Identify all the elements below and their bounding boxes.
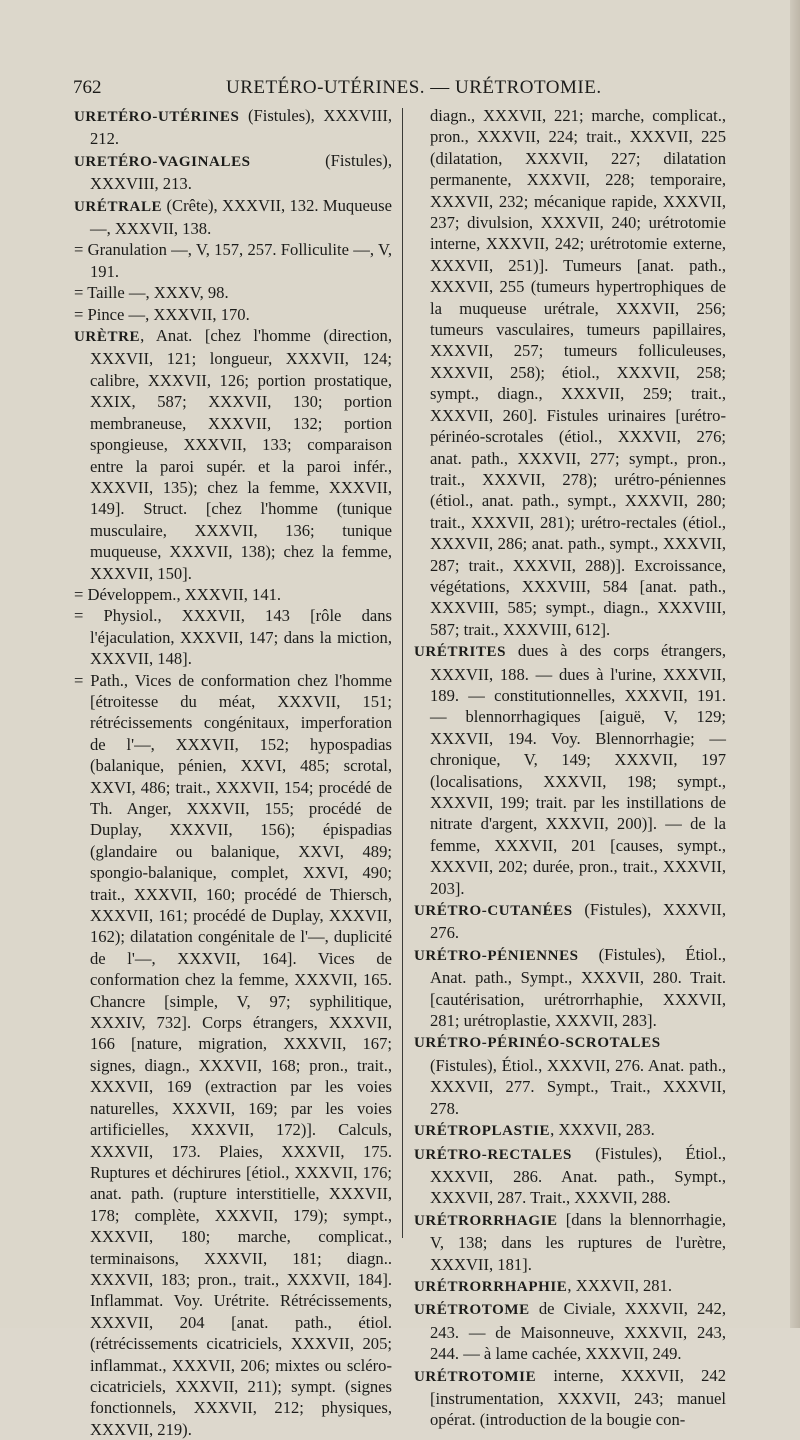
entry-text: (Fistules), Étiol., XXXVII, 286. Anat. path., Sympt., XXXVII, 287. Trait., XXXVII, 288. bbox=[430, 1143, 726, 1208]
index-subentry bbox=[74, 605, 392, 669]
index-subentry bbox=[74, 304, 392, 325]
index-entry bbox=[414, 1275, 726, 1298]
index-entry bbox=[414, 1031, 726, 1119]
entry-text: , XXXVII, 283. bbox=[550, 1120, 655, 1140]
entry-text: , Anat. [chez l'homme (direction, XXXVII, 121; longueur, XXXVII, 124; calibre, XXXVII, 126; portion prostatique, XXIX, 587; XXXVII, 130; portion membraneuse, XXXVII, 132; portion spongieuse, XXXVII, 133; comparaison entre la paroi supér. et la paroi infér., XXXVII, 135); chez la femme, XXXVII, 149]. Struct. [chez l'homme (tunique musculaire, XXXVII, 136; tunique muqueuse, XXXVII, 138); chez la femme, XXXVII, 150]. bbox=[90, 326, 392, 583]
index-subentry bbox=[74, 282, 392, 303]
entry-text: (Fistules), XXXVIII, 212. bbox=[90, 106, 392, 149]
entry-headword: URÉTROTOMIE bbox=[414, 1368, 537, 1385]
right-column bbox=[414, 105, 726, 1431]
entry-headword: URÉTROTOME bbox=[414, 1302, 530, 1319]
entry-headword: URÉTRORRHAGIE bbox=[414, 1212, 558, 1229]
entry-text: (Crête), XXXVII, 132. Muqueuse —, XXXVII, 138. bbox=[90, 195, 392, 239]
entry-text: de Civiale, XXXVII, 242, 243. — de Maisonneuve, XXXVII, 243, 244. — à lame cachée, XXXVII, 249. bbox=[430, 1299, 726, 1364]
entry-headword: URÉTRO-RECTALES bbox=[414, 1146, 572, 1163]
entry-text: (Fistules), Étiol., XXXVII, 276. Anat. path., XXXVII, 277. Sympt., Trait., XXXVII, 278. bbox=[430, 1055, 726, 1118]
entry-headword: URÉTRORRHAPHIE bbox=[414, 1278, 568, 1295]
running-head: URETÉRO-UTÉRINES. — URÉTROTOMIE. bbox=[226, 77, 602, 98]
index-entry-continuation bbox=[414, 105, 726, 640]
index-entry bbox=[74, 325, 392, 584]
entry-text: = Physiol., XXXVII, 143 [rôle dans l'éjaculation, XXXVII, 147; dans la miction, XXXVII, 148]. bbox=[74, 606, 392, 669]
entry-headword: URÉTROPLASTIE bbox=[414, 1123, 551, 1140]
entry-text: [dans la blennorrhagie, V, 138; dans les ruptures de l'urètre, XXXVII, 181]. bbox=[430, 1209, 726, 1274]
page-edge-shadow bbox=[790, 0, 800, 1328]
entry-headword: URÉTRO-PÉNIENNES bbox=[414, 947, 579, 964]
entry-headword: URÉTRO-CUTANÉES bbox=[414, 903, 573, 920]
index-entry bbox=[414, 1365, 726, 1431]
index-entry bbox=[414, 640, 726, 899]
entry-text: (Fistules), Étiol., Anat. path., Sympt., XXXVII, 280. Trait. [cautérisation, urétrorrhaphie, XXXVII, 281; urétroplastie, XXXVII, 283]. bbox=[430, 944, 726, 1031]
entry-headword: URÈTRE bbox=[74, 329, 141, 346]
entry-headword: URETÉRO-UTÉRINES bbox=[74, 109, 240, 125]
index-entry bbox=[74, 105, 392, 150]
index-entry bbox=[414, 1298, 726, 1364]
index-subentry bbox=[74, 584, 392, 605]
entry-text: (Fistules), XXXVII, 276. bbox=[430, 900, 726, 943]
index-subentry bbox=[74, 239, 392, 282]
entry-text: (Fistules), XXXVIII, 213. bbox=[90, 150, 392, 194]
entry-text: , XXXVII, 281. bbox=[567, 1275, 673, 1295]
entry-text: = Taille —, XXXV, 98. bbox=[74, 283, 229, 303]
entry-headword: URÉTRO-PÉRINÉO-SCROTALES bbox=[414, 1035, 661, 1052]
entry-text: diagn., XXXVII, 221; marche, complicat., pron., XXXVII, 224; trait., XXXVII, 225 (dilatation, XXXVII, 227; dilatation permanente, XXXVII, 228; temporaire, XXXVII, 232; mécanique rapide, XXXVII, 237; divulsion, XXXVII, 240; urétrotomie interne, XXXVII, 242; urétrotomie externe, XXXVII, 251)]. Tumeurs [anat. path., XXXVII, 255 (tumeurs hypertrophiques de la muqueuse urétrale, XXXVII, 256; tumeurs vasculaires, tumeurs papillaires, XXXVII, 257; tumeurs folliculeuses, XXXVII, 258); étiol., XXXVII, 258; sympt., diagn., XXXVII, 259; trait., XXXVII, 260]. Fistules urinaires [urétro-périnéo-scrotales (étiol., XXXVII, 276; anat. path., XXXVII, 277; sympt., pron., trait., XXXVII, 278); urétro-péniennes (étiol., anat. path., sympt., XXXVII, 280; trait., XXXVII, 281); urétro-rectales (étiol., XXXVII, 286; anat. path., sympt., XXXVII, 287; trait., XXXVII, 288)]. Excroissance, végétations, XXXVIII, 584 [anat. path., XXXVIII, 585; sympt., diagn., XXXVIII, 587; trait., XXXVIII, 612]. bbox=[430, 106, 726, 639]
entry-headword: URÉTRITES bbox=[414, 644, 507, 661]
entry-text: dues à des corps étrangers, XXXVII, 188. — dues à l'urine, XXXVII, 189. — constitutionnelles, XXXVII, 191. — blennorrhagiques [aiguë, V, 129; XXXVII, 194. Voy. Blennorrhagie; — chronique, V, 149; XXXVII, 197 (localisations, XXXVII, 198; sympt., XXXVII, 199; trait. par les instillations de nitrate d'argent, XXXVII, 200)]. — de la femme, XXXVII, 201 [causes, sympt., XXXVII, 202; durée, pron., trait., XXXVII, 203]. bbox=[430, 641, 726, 898]
entry-headword: URETÉRO-VAGINALES bbox=[74, 153, 251, 170]
entry-text: = Développem., XXXVII, 141. bbox=[74, 584, 282, 604]
index-subentry bbox=[74, 670, 392, 1440]
index-entry bbox=[414, 1119, 726, 1142]
entry-text: = Granulation —, V, 157, 257. Folliculite —, V, 191. bbox=[74, 240, 392, 281]
page-number: 762 bbox=[73, 77, 102, 98]
index-entry bbox=[414, 1143, 726, 1209]
index-entry bbox=[414, 944, 726, 1032]
entry-text: = Path., Vices de conformation chez l'homme [étroitesse du méat, XXXVII, 151; rétrécissements congénitaux, imperforation de l'—, XXXVII, 152; hypospadias (balanique, pénien, XXVI, 485; scrotal, XXVI, 486; trait., XXXVII, 154; procédé de Th. Anger, XXXVII, 155; procédé de Duplay, XXXVII, 156); épispadias (glandaire ou balanique, XXVI, 489; spongio-balanique, complet, XXVI, 490; trait., XXXVII, 160; procédé de Thiersch, XXXVII, 161; procédé de Duplay, XXXVII, 162); dilatation congénitale de l'—, duplicité de l'—, XXXVII, 164]. Vices de conformation chez la femme, XXXVII, 165. Chancre [simple, V, 97; syphilitique, XXXIV, 732]. Corps étrangers, XXXVII, 166 [nature, migration, XXXVII, 167; signes, diagn., XXXVII, 168; pron., trait., XXXVII, 169 (extraction par les voies naturelles, XXXVII, 169; par les voies artificielles, XXXVII, 172)]. Calculs, XXXVII, 173. Plaies, XXXVII, 175. Ruptures et déchirures [étiol., XXXVII, 176; anat. path. (rupture interstitielle, XXXVII, 178; complète, XXXVII, 179); sympt., XXXVII, 180; marche, complicat., terminaisons, XXXVII, 181; diagn.. XXXVII, 183; pron., trait., XXXVII, 184]. Inflammat. Voy. Urétrite. Rétrécissements, XXXVII, 204 [anat. path., étiol. (rétrécissements cicatriciels, XXXVII, 205; inflammat., XXXVII, 206; mixtes ou scléro-cicatriciels, XXXVII, 211); sympt. (signes fonctionnels, XXXVII, 212; physiques, XXXVII, 219). bbox=[74, 670, 392, 1439]
left-column bbox=[74, 105, 392, 1440]
entry-text: interne, XXXVII, 242 [instrumentation, XXXVII, 243; manuel opérat. (introduction de la bougie con- bbox=[430, 1365, 726, 1430]
column-divider bbox=[402, 108, 403, 1238]
entry-text: = Pince —, XXXVII, 170. bbox=[74, 304, 250, 324]
index-entry bbox=[414, 899, 726, 944]
entry-headword: URÉTRALE bbox=[74, 198, 163, 215]
index-entry bbox=[74, 195, 392, 240]
index-entry bbox=[414, 1209, 726, 1275]
index-entry bbox=[74, 150, 392, 195]
